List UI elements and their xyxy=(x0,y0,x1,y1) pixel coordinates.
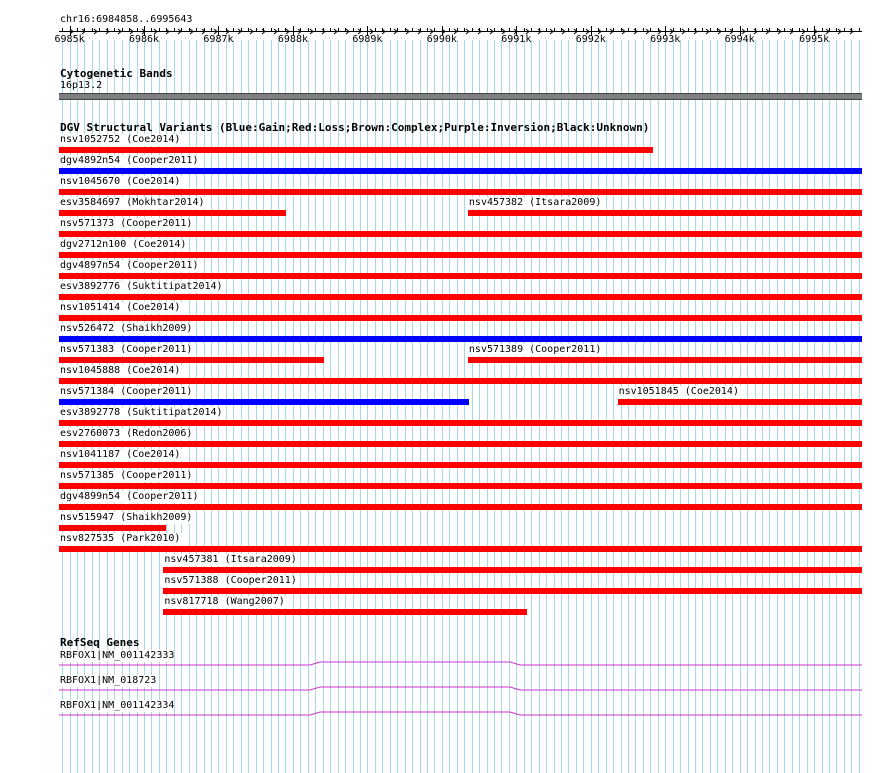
variant-bar-nsv1051414[interactable] xyxy=(59,315,862,321)
variant-label-nsv1051414[interactable]: nsv1051414 (Coe2014) xyxy=(60,302,181,313)
variant-label-nsv571384[interactable]: nsv571384 (Cooper2011) xyxy=(60,386,193,397)
variant-bar-nsv1041187[interactable] xyxy=(59,462,862,468)
gene-label[interactable]: RBFOX1|NM_001142333 xyxy=(60,650,175,661)
variant-bar-esv3892776[interactable] xyxy=(59,294,862,300)
variant-bar-nsv457382[interactable] xyxy=(468,210,862,216)
variant-label-nsv571389[interactable]: nsv571389 (Cooper2011) xyxy=(468,344,602,355)
variant-bar-dgv4899n54[interactable] xyxy=(59,504,862,510)
variant-bar-dgv4897n54[interactable] xyxy=(59,273,862,279)
variant-bar-nsv571389[interactable] xyxy=(468,357,862,363)
variant-bar-nsv457381[interactable] xyxy=(163,567,862,573)
gene-intron-line[interactable] xyxy=(59,712,862,715)
cytoband-label: 16p13.2 xyxy=(60,80,103,91)
variant-label-nsv1051845[interactable]: nsv1051845 (Coe2014) xyxy=(618,386,739,397)
variant-label-nsv571385[interactable]: nsv571385 (Cooper2011) xyxy=(60,470,193,481)
variant-bar-nsv526472[interactable] xyxy=(59,336,862,342)
variant-label-nsv1045888[interactable]: nsv1045888 (Coe2014) xyxy=(60,365,181,376)
cytoband-bar[interactable] xyxy=(59,93,862,100)
ruler-tick-label: 6985k xyxy=(54,34,85,45)
variant-label-esv3892778[interactable]: esv3892778 (Suktitipat2014) xyxy=(60,407,223,418)
variant-bar-dgv4892n54[interactable] xyxy=(59,168,862,174)
ruler-region-label: chr16:6984858..6995643 xyxy=(60,14,193,25)
ruler-tick-label: 6990k xyxy=(426,34,457,45)
variant-bar-nsv817718[interactable] xyxy=(163,609,526,615)
variant-bar-esv3584697[interactable] xyxy=(59,210,286,216)
ruler-tick-label: 6995k xyxy=(799,34,830,45)
variant-label-nsv457381[interactable]: nsv457381 (Itsara2009) xyxy=(164,554,297,565)
variant-label-dgv4892n54[interactable]: dgv4892n54 (Cooper2011) xyxy=(60,155,199,166)
ruler-tick-label: 6992k xyxy=(575,34,606,45)
cytoband-track-title: Cytogenetic Bands xyxy=(60,67,173,80)
variant-bar-nsv1052752[interactable] xyxy=(59,147,653,153)
ruler-tick-label: 6989k xyxy=(352,34,383,45)
variant-bar-nsv571373[interactable] xyxy=(59,231,862,237)
variant-label-nsv1045670[interactable]: nsv1045670 (Coe2014) xyxy=(60,176,181,187)
dgv-track-title: DGV Structural Variants (Blue:Gain;Red:Loss;Brown:Complex;Purple:Inversion;Black:Unknown) xyxy=(60,121,650,134)
variant-label-nsv457382[interactable]: nsv457382 (Itsara2009) xyxy=(468,197,602,208)
variant-bar-esv2760073[interactable] xyxy=(59,441,862,447)
variant-label-esv3892776[interactable]: esv3892776 (Suktitipat2014) xyxy=(60,281,223,292)
variant-bar-nsv571385[interactable] xyxy=(59,483,862,489)
variant-label-nsv571383[interactable]: nsv571383 (Cooper2011) xyxy=(60,344,193,355)
variant-label-nsv827535[interactable]: nsv827535 (Park2010) xyxy=(60,533,181,544)
ruler-tick-label: 6994k xyxy=(724,34,755,45)
variant-bar-nsv571384[interactable] xyxy=(59,399,469,405)
ruler-tick-label: 6988k xyxy=(277,34,308,45)
variant-label-nsv571388[interactable]: nsv571388 (Cooper2011) xyxy=(164,575,297,586)
variant-label-nsv571373[interactable]: nsv571373 (Cooper2011) xyxy=(60,218,193,229)
refseq-track-title: RefSeq Genes xyxy=(60,636,140,649)
variant-label-nsv1041187[interactable]: nsv1041187 (Coe2014) xyxy=(60,449,181,460)
ruler-tick-label: 6991k xyxy=(501,34,532,45)
variant-bar-nsv1051845[interactable] xyxy=(618,399,862,405)
variant-bar-nsv1045888[interactable] xyxy=(59,378,862,384)
variant-bar-nsv571388[interactable] xyxy=(163,588,862,594)
gene-label[interactable]: RBFOX1|NM_001142334 xyxy=(60,700,175,711)
variant-label-nsv817718[interactable]: nsv817718 (Wang2007) xyxy=(164,596,285,607)
ruler-tick-label: 6986k xyxy=(128,34,160,45)
variant-bar-esv3892778[interactable] xyxy=(59,420,862,426)
variant-label-nsv515947[interactable]: nsv515947 (Shaikh2009) xyxy=(60,512,193,523)
variant-bar-nsv827535[interactable] xyxy=(59,546,862,552)
variant-label-dgv4899n54[interactable]: dgv4899n54 (Cooper2011) xyxy=(60,491,199,502)
gene-intron-line[interactable] xyxy=(59,687,862,690)
gene-intron-line[interactable] xyxy=(59,662,862,665)
ruler-tick-label: 6987k xyxy=(203,34,234,45)
variant-label-esv3584697[interactable]: esv3584697 (Mokhtar2014) xyxy=(60,197,205,208)
variant-label-nsv526472[interactable]: nsv526472 (Shaikh2009) xyxy=(60,323,193,334)
variant-label-esv2760073[interactable]: esv2760073 (Redon2006) xyxy=(60,428,193,439)
variant-label-dgv4897n54[interactable]: dgv4897n54 (Cooper2011) xyxy=(60,260,199,271)
variant-label-nsv1052752[interactable]: nsv1052752 (Coe2014) xyxy=(60,134,181,145)
variant-bar-nsv1045670[interactable] xyxy=(59,189,862,195)
gene-label[interactable]: RBFOX1|NM_018723 xyxy=(60,675,157,686)
variant-bar-dgv2712n100[interactable] xyxy=(59,252,862,258)
variant-bar-nsv571383[interactable] xyxy=(59,357,324,363)
variant-bar-nsv515947[interactable] xyxy=(59,525,166,531)
ruler-tick-label: 6993k xyxy=(650,34,681,45)
variant-label-dgv2712n100[interactable]: dgv2712n100 (Coe2014) xyxy=(60,239,187,250)
